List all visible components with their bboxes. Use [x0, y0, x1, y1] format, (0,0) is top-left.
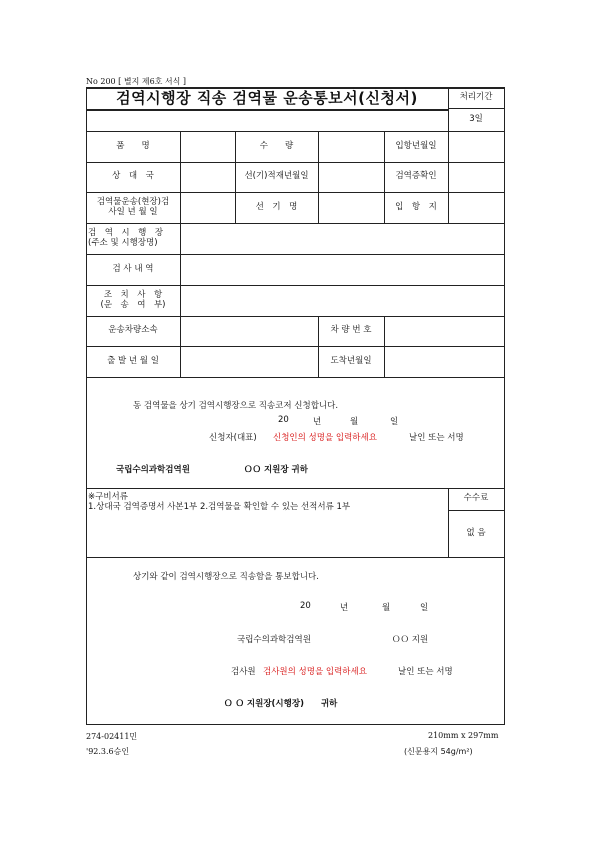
application-date-m: 월	[350, 417, 359, 427]
notice-date-d: 일	[420, 603, 429, 613]
label-measures-line2: (운 송 여 부)	[100, 299, 166, 310]
label-departure-date: 출 발 년 월 일	[107, 355, 159, 366]
inspector-label: 검사원	[231, 667, 256, 677]
notice-statement: 상기와 같이 검역시행장으로 직송함을 통보합니다.	[133, 572, 319, 582]
notice-branch: ＯＯ 지원	[392, 635, 429, 645]
input-inspection[interactable]	[180, 254, 504, 285]
label-cert-check: 검역증확인	[395, 171, 437, 182]
label-measures	[86, 285, 180, 316]
input-measures[interactable]	[180, 285, 504, 316]
divider	[86, 557, 504, 558]
label-ship-name: 선 기 명	[255, 201, 298, 212]
divider	[86, 377, 504, 378]
application-date-y: 년	[313, 417, 322, 427]
label-item-name: 품 명	[116, 140, 150, 151]
notice-institute: 국립수의과학검역원	[237, 635, 311, 645]
input-ship-name[interactable]	[318, 192, 384, 223]
docs-text: 1.상대국 검역증명서 사본1부 2.검역물을 확인할 수 있는 선적서류 1부	[88, 502, 351, 512]
table-border-right	[504, 87, 505, 724]
processing-label: 처리기간	[459, 92, 493, 103]
label-vehicle-number: 차 량 번 호	[330, 325, 372, 336]
footer-size: 210mm x 297mm	[428, 731, 499, 740]
label-transport-date	[86, 192, 180, 223]
notice-date-m: 월	[382, 603, 391, 613]
applicant-name-input[interactable]: 신청인의 성명을 입력하세요	[273, 433, 377, 443]
footer-code: 274-02411민	[86, 732, 138, 741]
input-origin-country[interactable]	[180, 162, 235, 192]
input-arrival-date[interactable]	[384, 346, 504, 377]
label-site	[86, 223, 182, 254]
input-loading-date[interactable]	[318, 162, 384, 192]
input-site[interactable]	[180, 223, 504, 254]
form-code: No 200 [ 별지 제6호 서식 ]	[86, 77, 187, 86]
fee-label: 수수료	[463, 493, 489, 504]
label-port: 입 항 지	[395, 201, 437, 212]
footer-approval: '92.3.6승인	[86, 747, 130, 756]
notice-date-year: 20	[300, 601, 311, 611]
fee-value: 없 음	[466, 527, 486, 538]
input-departure-date[interactable]	[180, 346, 318, 377]
label-transport-date-line1: 검역물운송(현장)검	[96, 196, 170, 207]
input-transport-date[interactable]	[180, 192, 235, 223]
label-site-line2: (주소 및 시행장명)	[88, 237, 158, 248]
label-loading-date: 선(기)적재년월일	[244, 171, 309, 182]
label-quantity: 수 량	[259, 140, 294, 151]
applicant-signature: 날인 또는 서명	[409, 433, 464, 443]
applicant-label: 신청자(대표)	[209, 433, 257, 443]
label-import-date: 입항년월일	[395, 140, 437, 151]
application-statement: 동 검역물을 상기 검역시행장으로 직송코저 신청합니다.	[133, 401, 339, 411]
page-title: 검역시행장 직송 검역물 운송통보서(신청서)	[116, 88, 418, 107]
label-arrival-date: 도착년월일	[330, 355, 372, 366]
application-institute: 국립수의과학검역원	[116, 465, 190, 475]
table-border-bottom	[86, 724, 505, 725]
label-site-line1: 검 역 시 행 장	[88, 227, 164, 238]
footer-paper: (신문용지 54g/m²)	[404, 747, 473, 756]
label-transport-date-line2: 사일 년 월 일	[108, 206, 158, 217]
input-port[interactable]	[448, 192, 504, 223]
input-vehicle-number[interactable]	[384, 316, 504, 346]
divider	[86, 109, 448, 111]
label-inspection: 검 사 내 역	[112, 263, 154, 274]
input-quantity[interactable]	[318, 131, 384, 162]
divider	[86, 488, 504, 489]
application-date-d: 일	[390, 417, 399, 427]
notice-recipient: Ｏ Ｏ 지원장(시행장) 귀하	[224, 699, 338, 709]
docs-label: ※구비서류	[88, 492, 128, 502]
label-vehicle-owner: 운송차량소속	[108, 325, 158, 336]
notice-date-y: 년	[340, 603, 349, 613]
label-measures-line1: 조 치 사 항	[103, 289, 163, 300]
application-recipient: ＯＯ 지원장 귀하	[244, 465, 308, 475]
input-vehicle-owner[interactable]	[180, 316, 318, 346]
inspector-signature: 날인 또는 서명	[398, 667, 453, 677]
input-import-date[interactable]	[448, 131, 504, 162]
inspector-name-input[interactable]: 검사원의 성명을 입력하세요	[263, 667, 367, 677]
processing-value: 3일	[469, 114, 483, 125]
input-cert-check[interactable]	[448, 162, 504, 192]
application-date-year: 20	[278, 415, 289, 425]
label-origin-country: 상 대 국	[112, 171, 154, 182]
input-item-name[interactable]	[180, 131, 235, 162]
